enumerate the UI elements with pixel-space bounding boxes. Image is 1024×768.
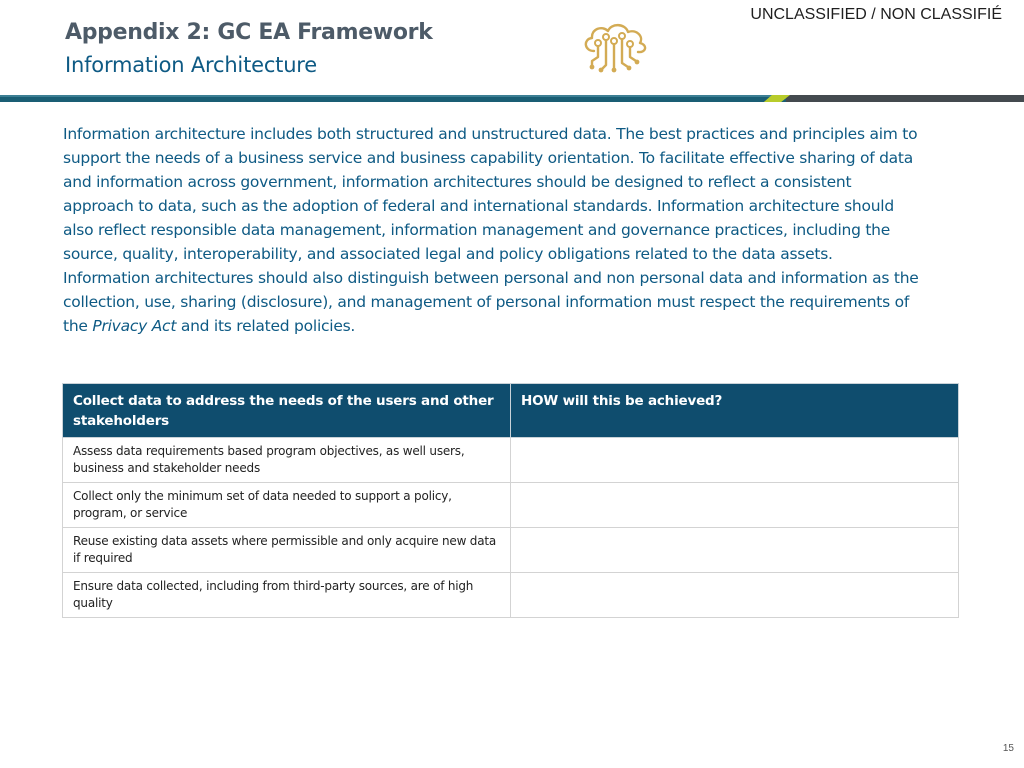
table-row: [63, 438, 959, 483]
table-cell-how[interactable]: [511, 573, 959, 618]
divider-dark: [786, 95, 1024, 102]
page-number: 15: [1002, 743, 1014, 754]
intro-text: Information architecture includes both structured and unstructured data. The best practices and principles aim to support the needs of a business service and business capability orientation. To facilitate effective sharing of data and information across government, information architectures should be designed to reflect a consistent approach to data, such as the adoption of federal and international standards. Information architecture should also reflect responsible data management, information management and governance practices, including the source, quality, interoperability, and associated legal and policy obligations related to the data assets. Information architectures should also distinguish between personal and non personal data and information as the collection, use, sharing (disclosure), and management of personal information must respect the requirements of the: [63, 125, 919, 335]
table-cell-how[interactable]: [511, 483, 959, 528]
cloud-circuit-svg: [578, 21, 652, 75]
table-cell-requirement: Assess data requirements based program objectives, as well users, business and stakeholder needs: [63, 438, 511, 483]
page-subtitle: Information Architecture: [65, 53, 317, 77]
classification-label: UNCLASSIFIED / NON CLASSIFIÉ: [750, 6, 1002, 23]
table-row: [63, 483, 959, 528]
table-cell-requirement: Ensure data collected, including from third-party sources, are of high quality: [63, 573, 511, 618]
table-cell-requirement: Collect only the minimum set of data needed to support a policy, program, or service: [63, 483, 511, 528]
requirements-table: [62, 383, 959, 618]
table-cell-how[interactable]: [511, 438, 959, 483]
table-row: [63, 528, 959, 573]
intro-text-end: and its related policies.: [176, 317, 356, 335]
table-header-how: HOW will this be achieved?: [511, 384, 959, 438]
table-header-requirement: Collect data to address the needs of the users and other stakeholders: [63, 384, 511, 438]
table-cell-requirement: Reuse existing data assets where permissible and only acquire new data if required: [63, 528, 511, 573]
title-block: [65, 18, 433, 82]
table-row: [63, 573, 959, 618]
header-divider: [0, 95, 1024, 102]
cloud-circuit-icon: [578, 21, 652, 75]
page-title: Appendix 2: GC EA Framework: [65, 20, 433, 45]
intro-paragraph: [63, 122, 923, 338]
table-cell-how[interactable]: [511, 528, 959, 573]
privacy-act-italic: Privacy Act: [92, 317, 177, 335]
table-header-row: [63, 384, 959, 438]
